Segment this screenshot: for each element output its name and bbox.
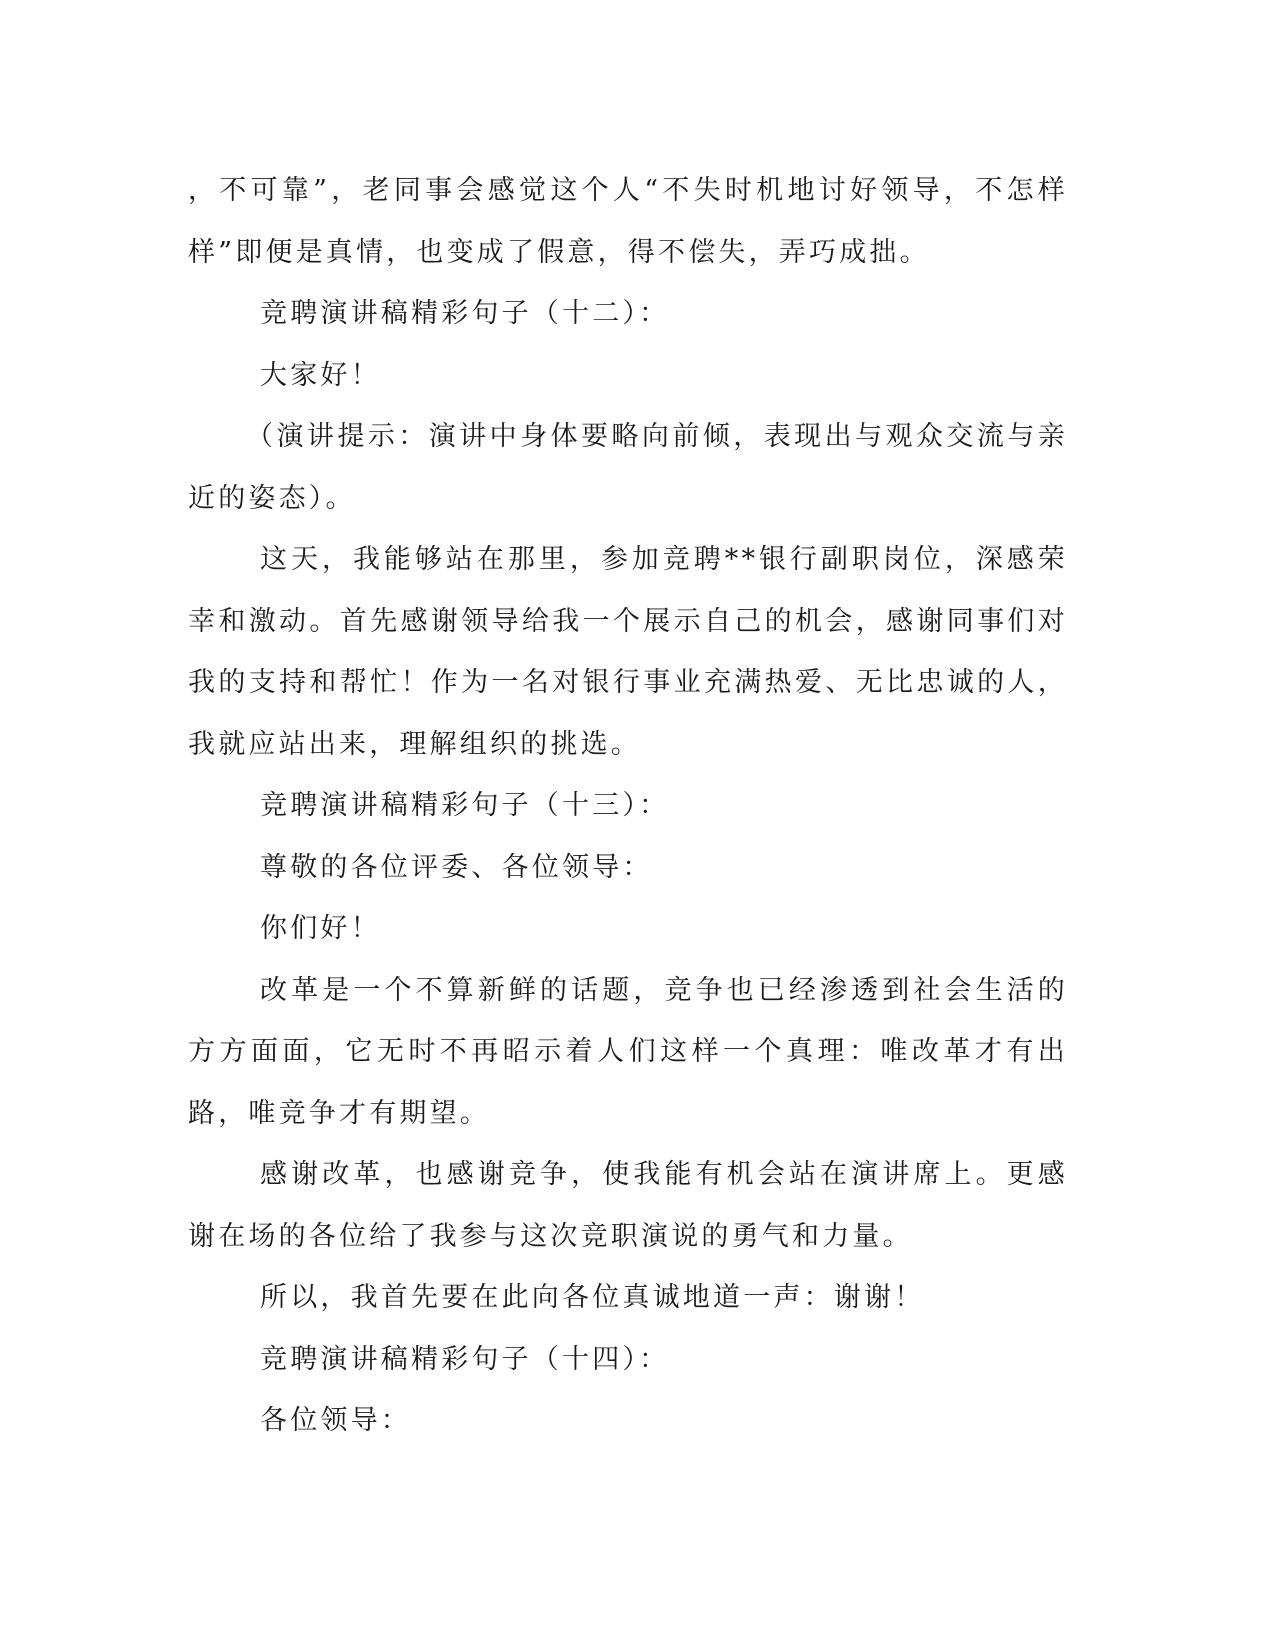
document-body — [188, 160, 1068, 1452]
greeting: 你们好！ — [260, 913, 381, 944]
salutation: 各位领导： — [260, 1405, 411, 1436]
section-heading-13: 竞聘演讲稿精彩句子（十三）： — [260, 790, 670, 821]
speech-tip: （演讲提示：演讲中身体要略向前倾，表现出与观众交流与亲近的姿态）。 — [188, 421, 1068, 514]
paragraph-continuation: ，不可靠”，老同事会感觉这个人“不失时机地讨好领导，不怎样样”即便是真情，也变成了假意，得不偿失，弄巧成拙。 — [188, 175, 1068, 268]
paragraph-body: 感谢改革，也感谢竞争，使我能有机会站在演讲席上。更感谢在场的各位给了我参与这次竞职演说的勇气和力量。 — [188, 1159, 1068, 1252]
paragraph-body: 所以，我首先要在此向各位真诚地道一声：谢谢！ — [260, 1282, 925, 1313]
paragraph-body: 改革是一个不算新鲜的话题，竞争也已经渗透到社会生活的方方面面，它无时不再昭示着人们这样一个真理：唯改革才有出路，唯竞争才有期望。 — [188, 974, 1068, 1129]
section-heading-12: 竞聘演讲稿精彩句子（十二）： — [260, 298, 670, 329]
section-heading-14: 竞聘演讲稿精彩句子（十四）： — [260, 1343, 670, 1375]
paragraph-body: 这天，我能够站在那里，参加竞聘**银行副职岗位，深感荣幸和激动。首先感谢领导给我一个展示自己的机会，感谢同事们对我的支持和帮忙！作为一名对银行事业充满热爱、无比忠诚的人，我就应站出来，理解组织的挑选。 — [188, 544, 1068, 760]
salutation: 尊敬的各位评委、各位领导： — [260, 851, 653, 883]
greeting: 大家好！ — [260, 359, 381, 391]
